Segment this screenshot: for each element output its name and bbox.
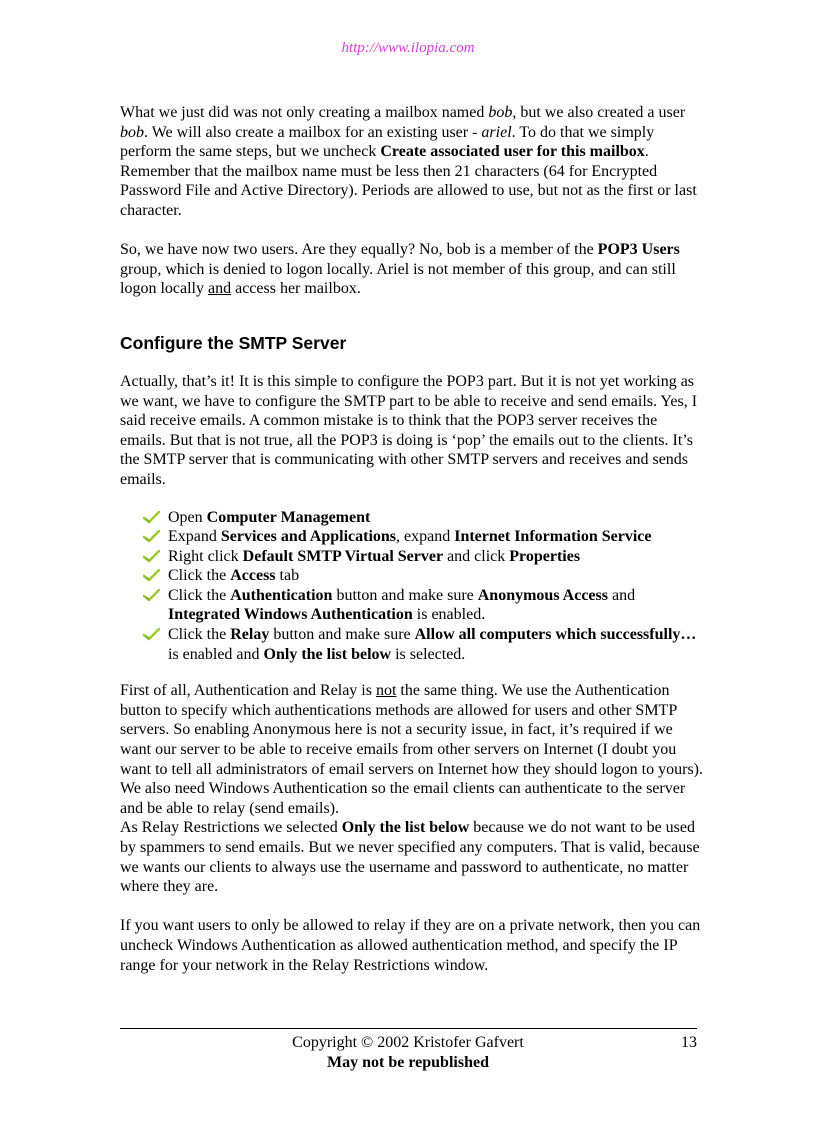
- section-heading: Configure the SMTP Server: [120, 332, 347, 353]
- bold-text: Only the list below: [341, 819, 470, 837]
- bold-text: POP3 Users: [597, 241, 680, 259]
- text: . To do that we simply perform the same steps, but we uncheck: [120, 123, 655, 161]
- underlined-text: not: [375, 682, 397, 700]
- list-item: [168, 527, 705, 547]
- underlined-text: and: [207, 280, 232, 298]
- list-item: [168, 508, 705, 528]
- text: , expand: [396, 528, 455, 546]
- text: and: [607, 586, 636, 604]
- list-item: [168, 586, 705, 625]
- bold-text: Integrated Windows Authentication: [168, 606, 413, 624]
- bold-text: Only the list below: [263, 645, 392, 663]
- page-header: [0, 39, 816, 59]
- bold-text: Services and Applications: [220, 528, 397, 546]
- italic-text: bob: [120, 123, 144, 141]
- text: So, we have now two users. Are they equally? No, bob is a member of the: [120, 241, 598, 259]
- text: and click: [443, 547, 510, 565]
- footer-divider: [120, 1028, 697, 1029]
- paragraph-users: [120, 240, 705, 299]
- checkmark-icon: [143, 628, 160, 641]
- text: , but we also created a user: [512, 104, 686, 121]
- document-body: [120, 103, 705, 975]
- list-item: [168, 547, 705, 567]
- bold-text: Anonymous Access: [477, 586, 608, 604]
- text: Click the: [168, 626, 231, 644]
- paragraph-auth-relay: [120, 681, 705, 897]
- italic-text: ariel: [481, 123, 512, 141]
- text: tab: [275, 567, 300, 585]
- text: is enabled and: [168, 645, 264, 663]
- text: button and make sure: [332, 586, 478, 604]
- checkmark-icon: [143, 511, 160, 524]
- bold-text: Default SMTP Virtual Server: [242, 547, 444, 565]
- text: is selected.: [391, 645, 466, 663]
- paragraph-intro: Actually, that’s it! It is this simple to configure the POP3 part. But it is not yet working as we want, we have to configure the SMTP part to be able to receive and send emails. Yes, I said receive emails. A common mistake is to think that the POP3 server receives the emails. But that is not true, all the POP3 is doing is ‘pop’ the emails out to the clients. It’s the SMTP server that is communicating with other SMTP servers and receives and sends emails.: [120, 372, 698, 488]
- text: Click the: [168, 586, 231, 604]
- steps-list: [120, 508, 705, 665]
- checkmark-icon: [143, 569, 160, 582]
- text: access her mailbox.: [231, 280, 361, 298]
- paragraph-private-network: If you want users to only be allowed to relay if they are on a private network, then you can uncheck Windows Authentication as allowed authentication method, and specify the IP range for your network in the Relay Restrictions window.: [120, 917, 701, 974]
- footer-notice: May not be republished: [327, 1054, 489, 1071]
- bold-text: Create associated user for this mailbox: [380, 143, 645, 161]
- text: the same thing. We use the Authentication button to specify which authentications methods are allowed for users and other SMTP servers. So enabling Anonymous here is not a security issue, in fact, it’s required if we want our server to be able to receive emails from other servers on Internet (I doubt you want to tell all administrators of email servers on Internet how they should logon to yours). We also need Windows Authentication so the email clients can authenticate to the server and be able to relay (send emails).: [120, 682, 703, 817]
- italic-text: bob: [488, 104, 513, 121]
- text: Click the: [168, 567, 231, 585]
- page-number: 13: [681, 1034, 697, 1051]
- text: Expand: [168, 528, 221, 546]
- bold-text: Access: [230, 567, 276, 585]
- text: is enabled.: [412, 606, 486, 624]
- checkmark-icon: [143, 530, 160, 543]
- list-item: [168, 625, 705, 664]
- bold-text: Relay: [230, 626, 270, 644]
- text: What we just did was not only creating a mailbox named: [120, 104, 489, 121]
- text: Open: [168, 508, 207, 526]
- header-url-link[interactable]: http://www.ilopia.com: [341, 40, 475, 56]
- text: group, which is denied to logon locally. Ariel is not member of this group, and can still logon locally: [120, 260, 676, 298]
- bold-text: Allow all computers which successfully…: [414, 626, 697, 644]
- text: . We will also create a mailbox for an existing user -: [144, 123, 482, 141]
- paragraph-mailbox: [120, 103, 705, 221]
- text: . Remember that the mailbox name must be less then 21 characters (64 for Encrypted Password File and Active Directory). Periods are allowed to use, but not as the first or last character.: [120, 143, 697, 219]
- list-item: [168, 566, 705, 586]
- footer-copyright: Copyright © 2002 Kristofer Gafvert: [292, 1034, 524, 1051]
- text: As Relay Restrictions we selected: [120, 819, 342, 837]
- text: Right click: [168, 547, 243, 565]
- bold-text: Authentication: [230, 586, 333, 604]
- checkmark-icon: [143, 589, 160, 602]
- checkmark-icon: [143, 550, 160, 563]
- text: button and make sure: [269, 626, 415, 644]
- text: because we do not want to be used by spammers to send emails. But we never specified any computers. That is valid, because we wants our clients to always use the username and password to authenticate, no matter where they are.: [120, 819, 700, 896]
- bold-text: Computer Management: [206, 508, 371, 526]
- bold-text: Properties: [509, 547, 581, 565]
- text: First of all, Authentication and Relay is: [120, 682, 376, 700]
- bold-text: Internet Information Service: [454, 528, 652, 546]
